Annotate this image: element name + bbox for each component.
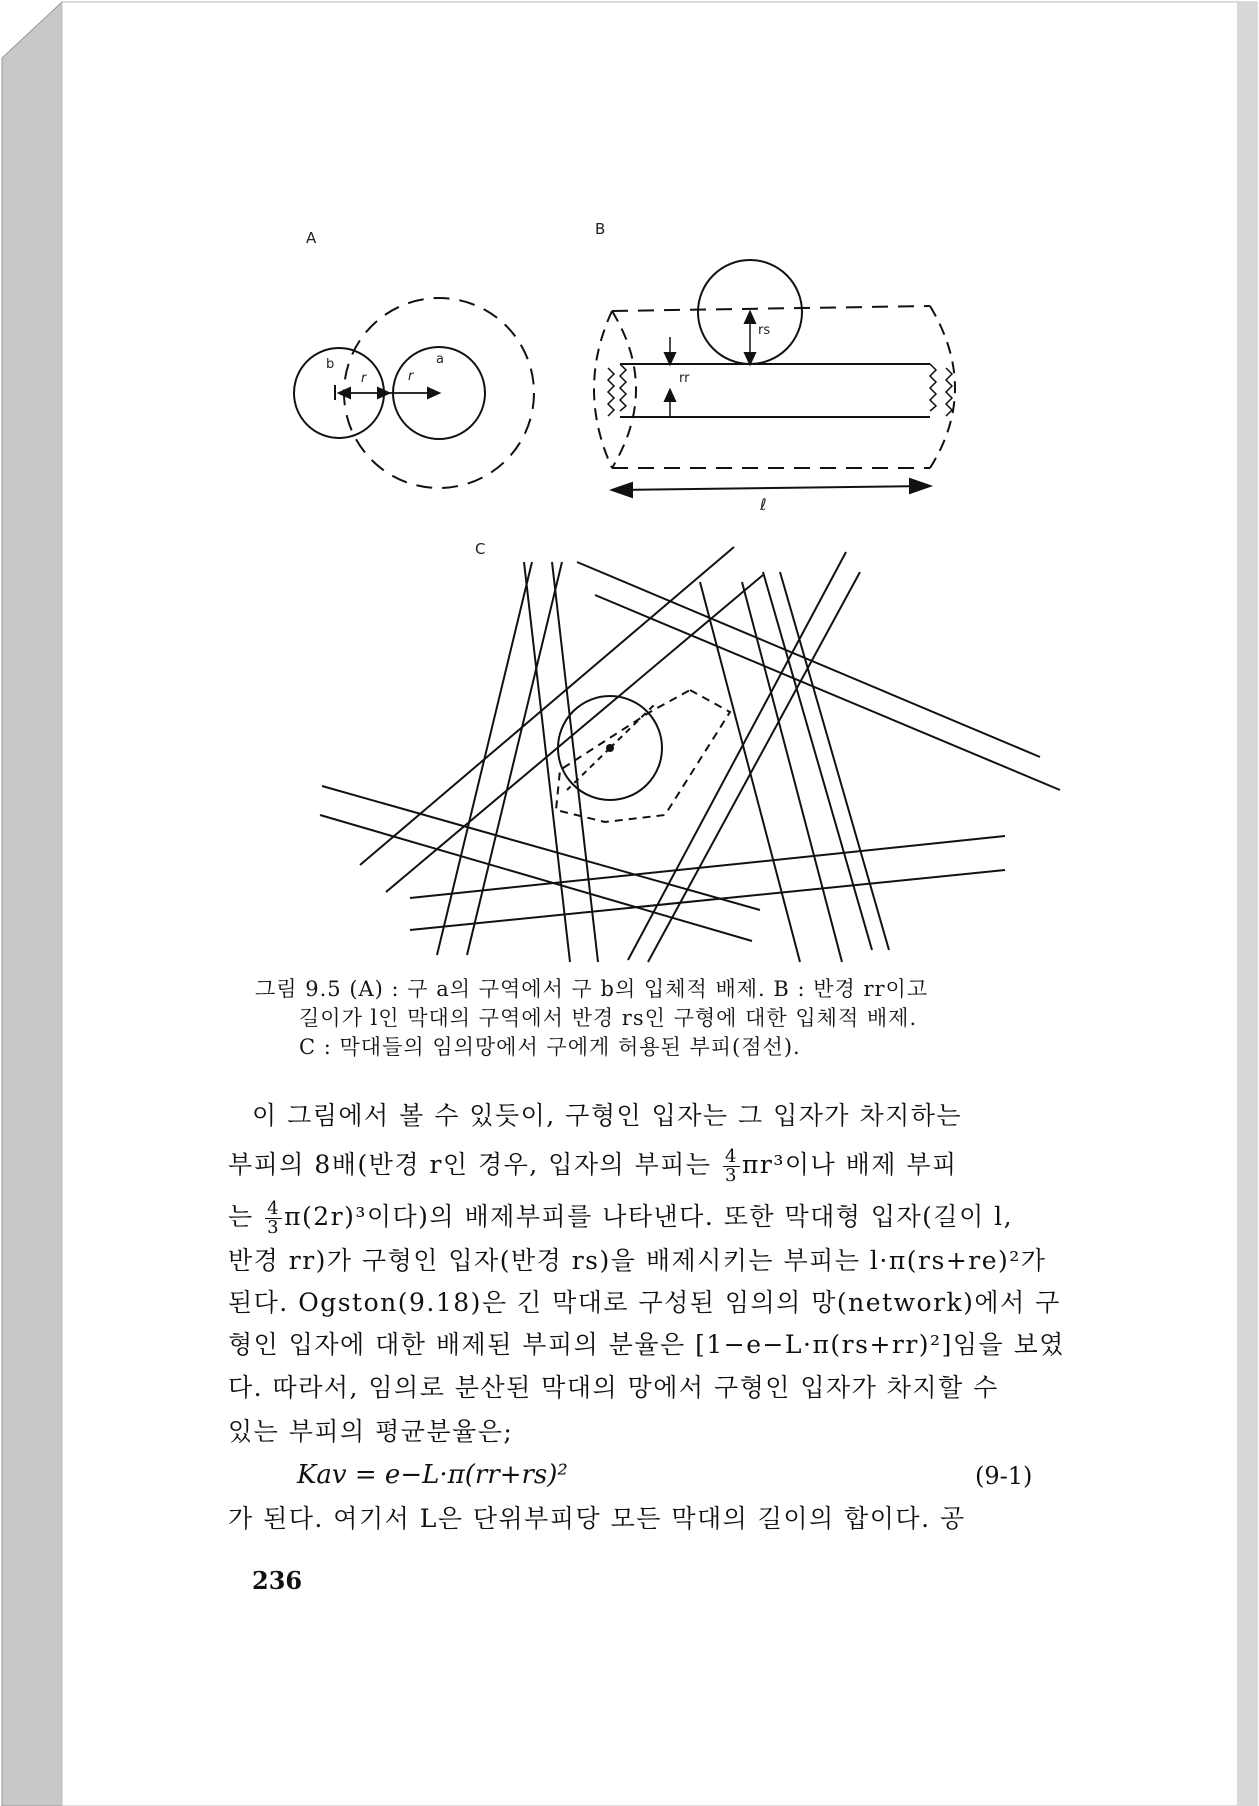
equation-9-1: Kav = e−L·π(rr+rs)² bbox=[297, 1460, 568, 1490]
body-line-2 bbox=[228, 1148, 1098, 1185]
panel-label-c: C bbox=[475, 540, 486, 558]
body-line-2-b: πr³이나 배제 부피 bbox=[741, 1150, 958, 1179]
label-radius-1: r bbox=[361, 371, 367, 386]
figure-caption bbox=[255, 975, 1085, 1062]
body-line-3-b: π(2r)³이다)의 배제부피를 나타낸다. 또한 막대형 입자(길이 l, bbox=[284, 1202, 1014, 1231]
body-line-2-a: 부피의 8배(반경 r인 경우, 입자의 부피는 bbox=[228, 1150, 712, 1179]
body-line-3-a: 는 bbox=[228, 1202, 254, 1231]
label-sphere-b: b bbox=[326, 357, 335, 372]
equation-number: (9-1) bbox=[975, 1462, 1033, 1490]
length-arrow bbox=[612, 486, 930, 490]
rod bbox=[620, 364, 930, 417]
caption-line-3: C : 막대들의 임의망에서 구에게 허용된 부피(점선). bbox=[299, 1035, 801, 1059]
panel-label-a: A bbox=[306, 229, 317, 247]
body-line-4: 반경 rr)가 구형인 입자(반경 rs)을 배제시키는 부피는 l·π(rs+re)²가 bbox=[228, 1246, 1047, 1275]
caption-line-1: 그림 9.5 (A) : 구 a의 구역에서 구 b의 입체적 배제. B : 반경 rr이고 bbox=[255, 977, 929, 1001]
label-length: ℓ bbox=[760, 495, 767, 514]
label-rs: rs bbox=[758, 323, 771, 338]
rod-network bbox=[320, 547, 1060, 962]
body-line-1: 이 그림에서 볼 수 있듯이, 구형인 입자는 그 입자가 차지하는 bbox=[252, 1101, 963, 1130]
page-number: 236 bbox=[252, 1566, 303, 1595]
allowed-volume bbox=[556, 690, 730, 822]
label-sphere-a: a bbox=[436, 352, 444, 367]
body-line-9: 가 된다. 여기서 L은 단위부피당 모든 막대의 길이의 합이다. 공 bbox=[228, 1504, 966, 1533]
body-line-6: 형인 입자에 대한 배제된 부피의 분율은 [1−e−L·π(rs+rr)²]임을 보였 bbox=[228, 1330, 1065, 1359]
fraction-4-3-b: $\frac{4}{3}$ bbox=[267, 1198, 281, 1238]
panel-label-b: B bbox=[595, 220, 606, 238]
caption-line-2: 길이가 l인 막대의 구역에서 반경 rs인 구형에 대한 입체적 배제. bbox=[299, 1006, 918, 1030]
label-radius-2: r bbox=[408, 369, 414, 384]
fraction-4-3: $\frac{4}{3}$ bbox=[725, 1146, 738, 1186]
body-line-7: 다. 따라서, 임의로 분산된 막대의 망에서 구형인 입자가 차지할 수 bbox=[228, 1373, 999, 1402]
exclusion-cylinder bbox=[612, 306, 930, 468]
body-line-5: 된다. Ogston(9.18)은 긴 막대로 구성된 임의의 망(network)에서 구 bbox=[228, 1288, 1061, 1317]
label-rr: rr bbox=[679, 371, 690, 386]
body-line-3 bbox=[228, 1200, 1098, 1237]
body-line-8: 있는 부피의 평균분율은; bbox=[228, 1417, 514, 1446]
